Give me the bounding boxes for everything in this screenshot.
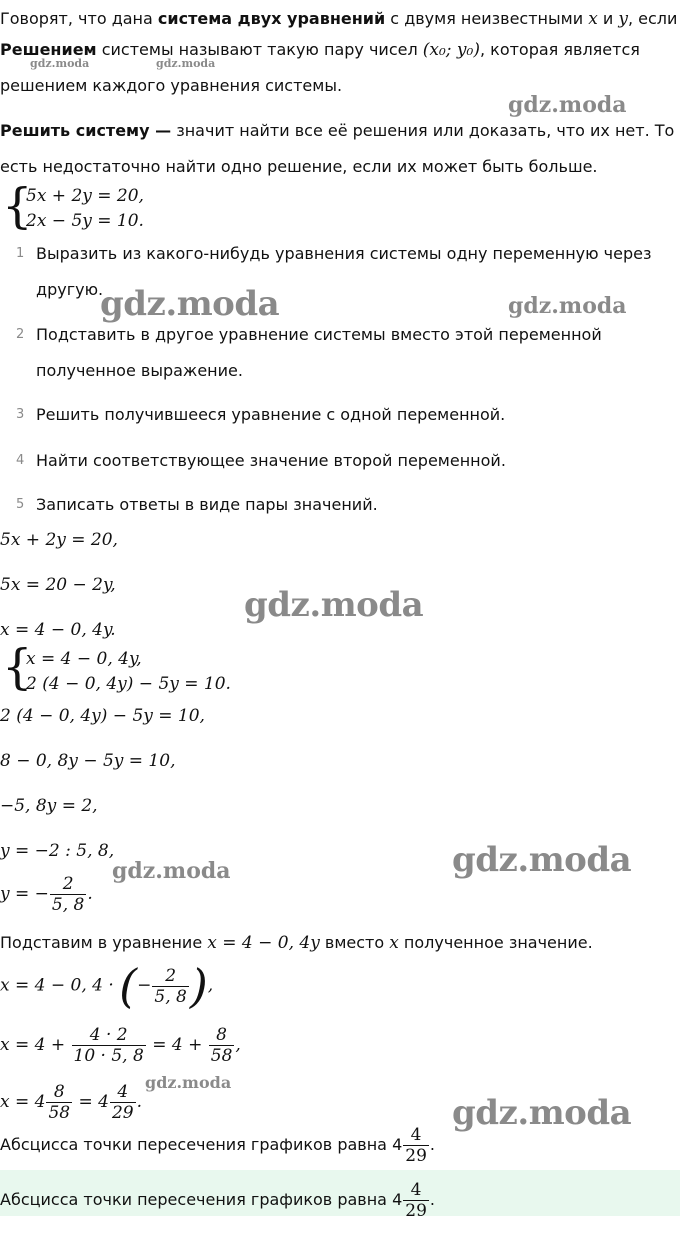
solution-line: 8 − 0, 8y − 5y = 10,: [0, 751, 176, 771]
fraction: $\frac{4 \cdot 2}{10 \cdot 5, 8}$: [73, 1025, 144, 1066]
step-text: другую.: [36, 280, 104, 299]
system-brace: {: [2, 178, 33, 234]
system1-eq1: 5x + 2y = 20,: [26, 186, 144, 206]
watermark: gdz.moda: [30, 57, 90, 70]
step-text: Найти соответствующее значение второй переменной.: [36, 451, 506, 470]
solution-line-fraction: x = 4 $\frac{8}{58}$ = 4 $\frac{4}{29}$ .: [0, 1082, 143, 1123]
fraction: $\frac{4}{29}$: [111, 1082, 134, 1123]
step-number: 2: [16, 327, 25, 342]
solution-line: 2 (4 − 0, 4y) − 5y = 10,: [0, 706, 205, 726]
step-text: полученное выражение.: [36, 361, 243, 380]
watermark: gdz.moda: [508, 293, 627, 319]
step-number: 4: [16, 453, 25, 468]
step-text: Записать ответы в виде пары значений.: [36, 495, 378, 514]
solution-line-fraction: x = 4 + $\frac{4 \cdot 2}{10 \cdot 5, 8}$ = 4 + $\frac{8}{58}$ ,: [0, 1025, 241, 1066]
step-text: Решить получившееся уравнение с одной переменной.: [36, 405, 506, 424]
intro-line-3: решением каждого уравнения системы.: [0, 76, 343, 95]
system2-eq2: 2 (4 − 0, 4y) − 5y = 10.: [26, 674, 231, 694]
answer-box: [0, 1170, 680, 1221]
step-number: 3: [16, 407, 25, 422]
result-text: Абсцисса точки пересечения графиков равна 4 $\frac{4}{29}$ .: [0, 1125, 435, 1166]
system2-eq1: x = 4 − 0, 4y,: [26, 649, 142, 669]
fraction: $\frac{2}{5, 8}$: [51, 874, 85, 915]
intro-line-1: Говорят, что дана система двух уравнений с двумя неизвестными x и y, если: [0, 9, 678, 29]
intro-line-2: Решением системы называют такую пару чисел (x₀; y₀), которая является: [0, 40, 640, 60]
system-brace: {: [2, 639, 33, 695]
solution-line: 5x + 2y = 20,: [0, 530, 118, 550]
solution-line: 5x = 20 − 2y,: [0, 575, 116, 595]
watermark: gdz.moda: [156, 57, 216, 70]
step-text: Подставить в другое уравнение системы вместо этой переменной: [36, 325, 602, 344]
solution-line: x = 4 − 0, 4y.: [0, 620, 116, 640]
step-number: 5: [16, 497, 25, 512]
substitution-text: Подставим в уравнение x = 4 − 0, 4y вместо x полученное значение.: [0, 933, 593, 953]
step-text: Выразить из какого-нибудь уравнения системы одну переменную через: [36, 244, 652, 263]
watermark: gdz.moda: [145, 1073, 232, 1092]
answer-text: Абсцисса точки пересечения графиков равна 4 $\frac{4}{29}$ .: [0, 1180, 435, 1221]
solution-line: y = −2 : 5, 8,: [0, 841, 115, 861]
watermark: gdz.moda: [244, 585, 424, 625]
fraction: $\frac{4}{29}$: [405, 1125, 427, 1166]
intro-line-5: есть недостаточно найти одно решение, если их может быть больше.: [0, 157, 598, 176]
watermark: gdz.moda: [452, 1093, 632, 1133]
watermark: gdz.moda: [508, 92, 627, 118]
solution-line-fraction: y = − $\frac{2}{5, 8}$ .: [0, 874, 93, 915]
watermark: gdz.moda: [452, 840, 632, 880]
fraction: $\frac{2}{5, 8}$: [154, 965, 187, 1007]
step-number: 1: [16, 246, 25, 261]
solution-line-fraction: x = 4 − 0, 4 · (− $\frac{2}{5, 8}$ ),: [0, 959, 214, 1013]
intro-line-4: Решить систему — значит найти все её решения или доказать, что их нет. То: [0, 121, 675, 140]
solution-line: −5, 8y = 2,: [0, 796, 98, 816]
fraction: $\frac{8}{58}$: [210, 1025, 233, 1066]
system1-eq2: 2x − 5y = 10.: [26, 211, 144, 231]
watermark: gdz.moda: [100, 284, 280, 324]
fraction: $\frac{4}{29}$: [405, 1180, 427, 1221]
fraction: $\frac{8}{58}$: [48, 1082, 71, 1123]
watermark: gdz.moda: [112, 858, 231, 884]
